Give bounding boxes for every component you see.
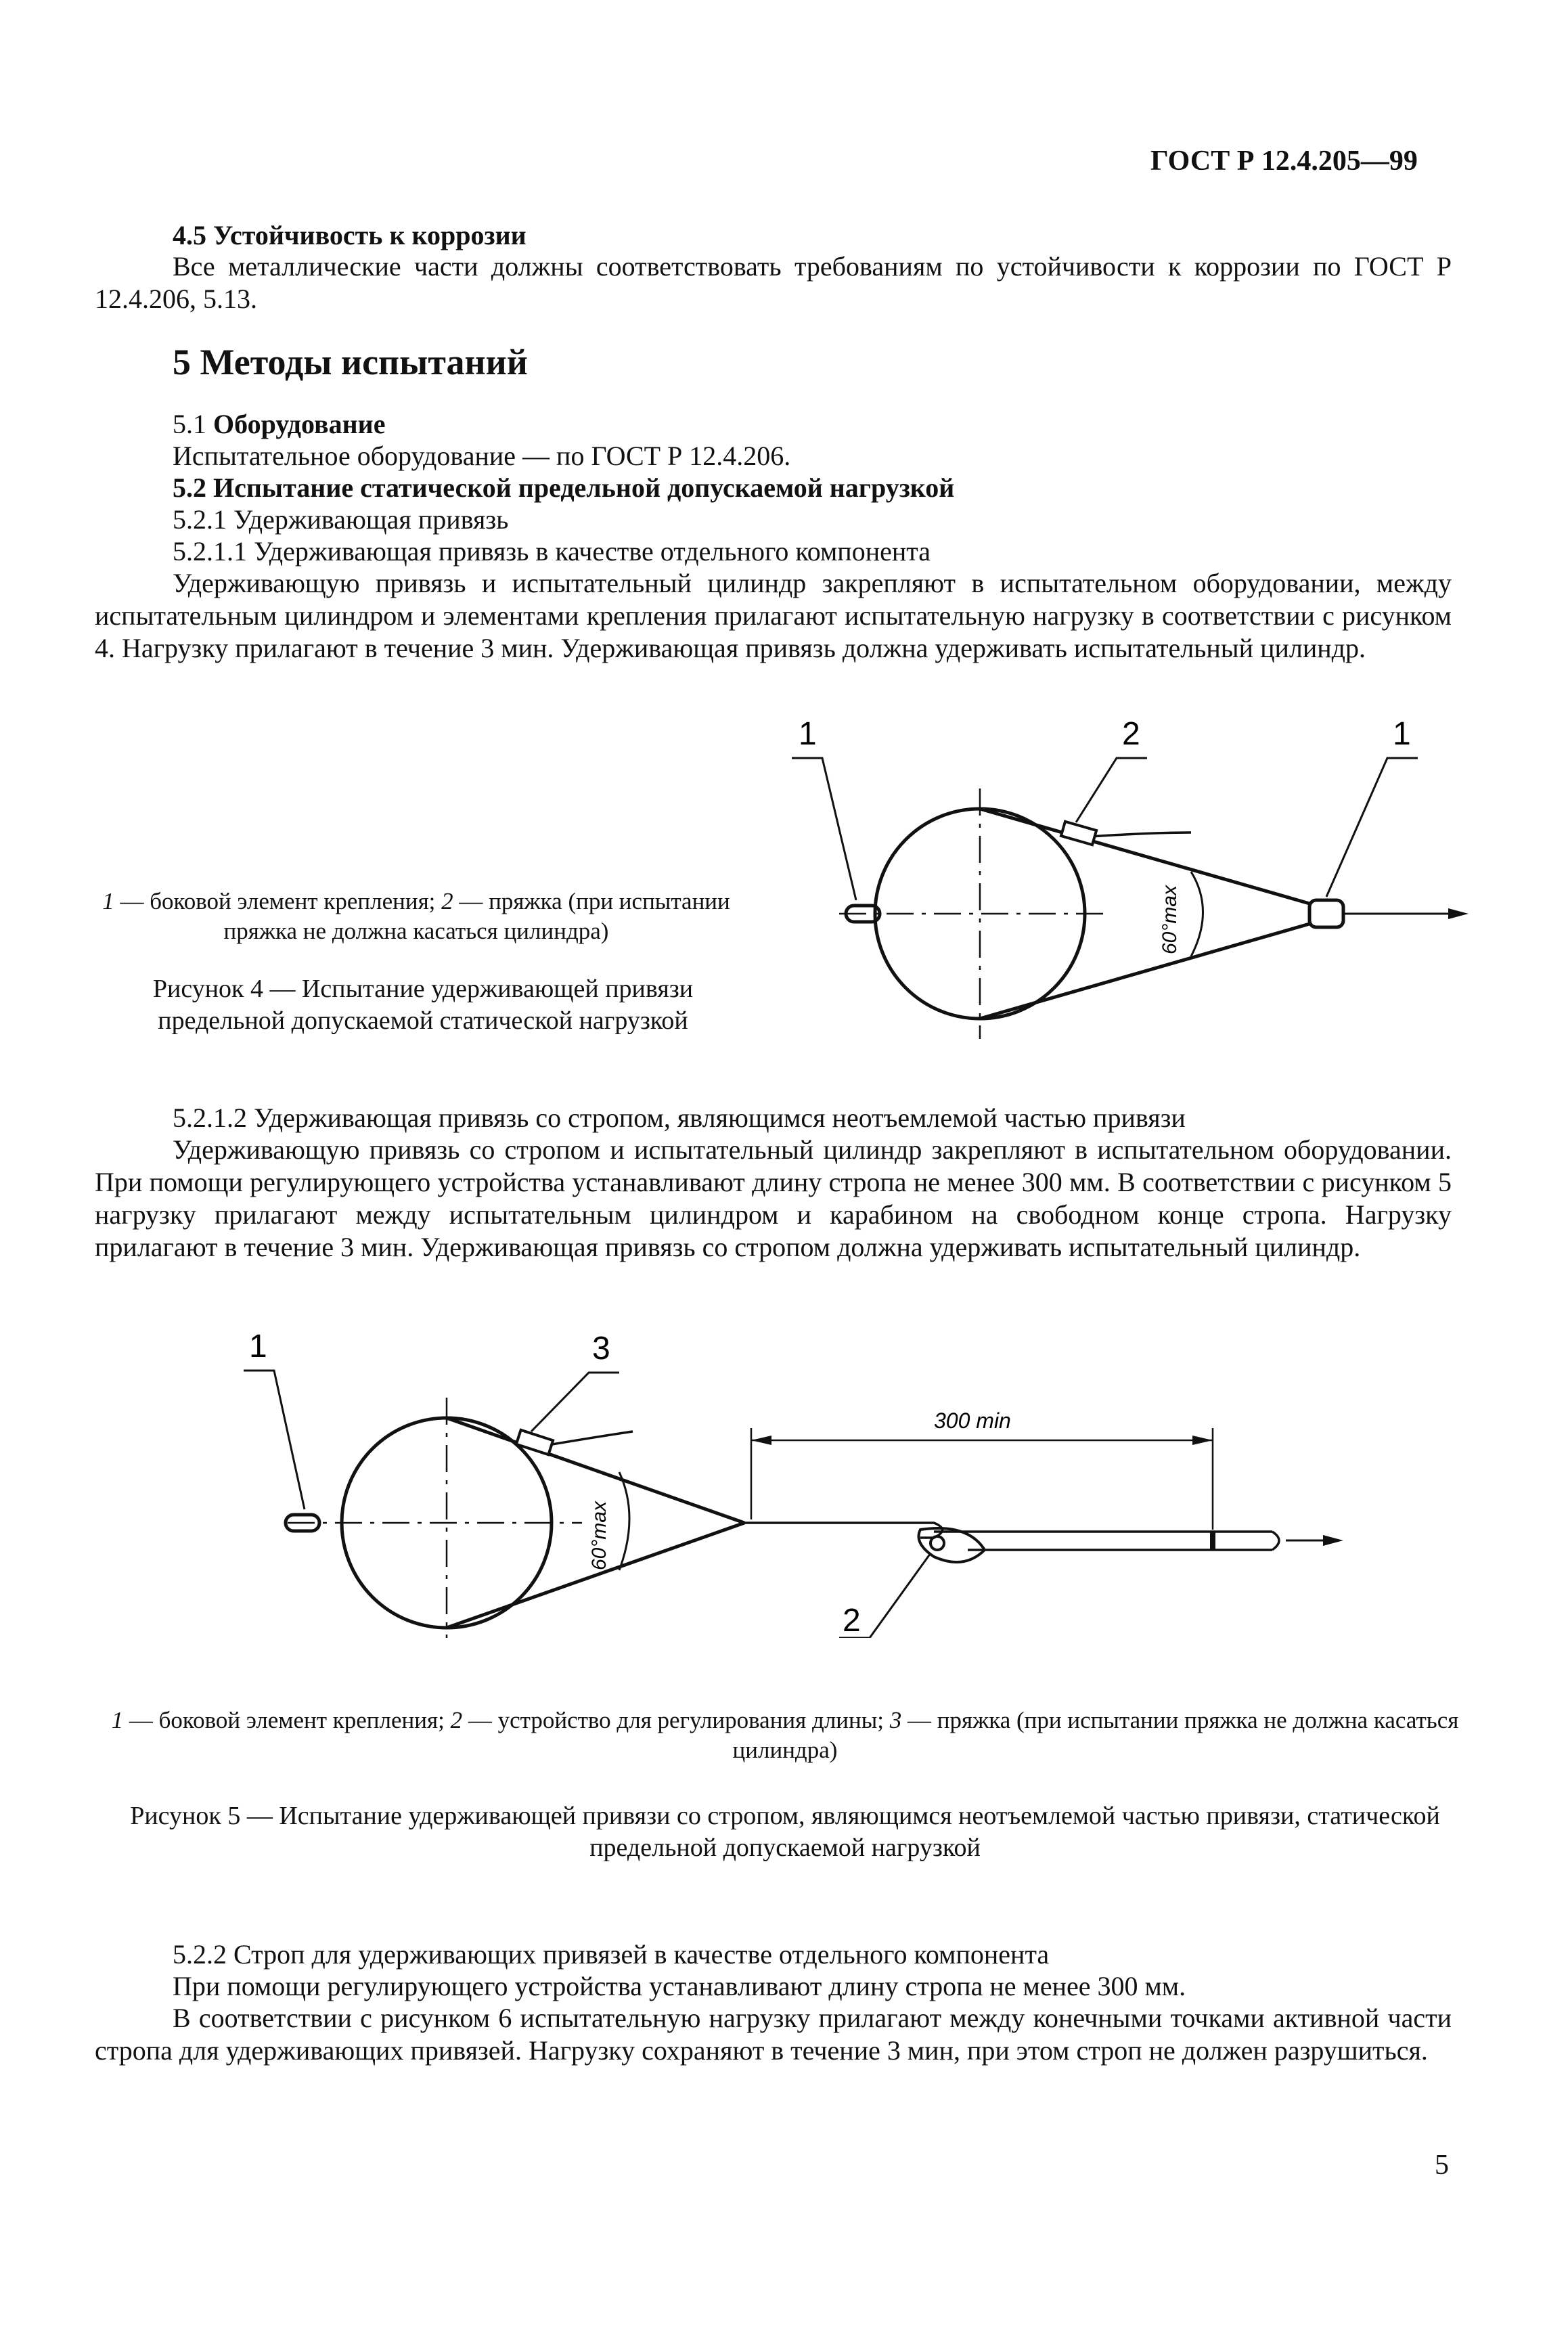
section-5-1-title bbox=[173, 408, 385, 441]
section-5-2-2-text-2: В соответствии с рисунком 6 испытательную нагрузку прилагают между конечными точками активной части стропа для удерживающих привязей. Нагрузку сохраняют в течение 3 мин, при этом строп не должен разрушиться. bbox=[95, 2003, 1452, 2066]
figure-4-caption: Рисунок 4 — Испытание удерживающей привязи предельной допускаемой статической нагрузкой bbox=[152, 975, 694, 1035]
strap-lower bbox=[980, 924, 1309, 1019]
strap-upper bbox=[980, 809, 1309, 904]
adjuster-ring bbox=[931, 1536, 944, 1550]
page-number: 5 bbox=[1435, 2150, 1449, 2181]
section-5-2-1-1-text: Удерживающую привязь и испытательный цилиндр закрепляют в испытательном оборудовании, между испытательным цилиндром и элементами крепления прилагают испытательную нагрузку в соответствии с рисунком 4. Нагрузку прилагают в течение 3 мин. Удерживающая привязь должна удерживать испытательный цилиндр. bbox=[95, 568, 1452, 663]
document-header: ГОСТ Р 12.4.205—99 bbox=[1150, 146, 1418, 177]
leader-buckle-3 bbox=[531, 1373, 619, 1431]
figure-5-legend-3-text: — пряжка (при испытании пряжка не должна касаться цилиндра) bbox=[732, 1707, 1459, 1763]
figure-5-angle: 60°max bbox=[588, 1501, 610, 1570]
figure-5-label-left: 1 bbox=[249, 1329, 267, 1364]
figure-5-legend-1-num: 1 bbox=[111, 1707, 124, 1733]
section-5-1-num: 5.1 bbox=[173, 409, 206, 439]
load-arrowhead bbox=[1448, 908, 1469, 919]
figure-5-dimension: 300 min bbox=[934, 1408, 1011, 1433]
figure-4-legend bbox=[81, 887, 751, 946]
section-4-5-text: Все металлические части должны соответствовать требованиям по устойчивости к коррозии по ГОСТ Р 12.4.206, 5.13. bbox=[95, 251, 1452, 314]
figure-4-legend-1-text: — боковой элемент крепления; bbox=[114, 888, 442, 914]
figure-4-angle: 60°max bbox=[1159, 885, 1181, 954]
figure-4-label-buckle: 2 bbox=[1122, 716, 1140, 752]
section-5-title: 5 Методы испытаний bbox=[173, 342, 528, 382]
figure-4-legend-1-num: 1 bbox=[102, 888, 114, 914]
figure-4-legend-2-num: 2 bbox=[441, 888, 453, 914]
leader-left-1 bbox=[244, 1371, 305, 1509]
angle-arc bbox=[619, 1472, 629, 1570]
buckle bbox=[1061, 822, 1096, 845]
section-5-1-heading: Оборудование bbox=[213, 409, 386, 439]
dimension-arrow-left bbox=[751, 1436, 771, 1445]
figure-5-caption: Рисунок 5 — Испытание удерживающей привязи со стропом, являющимся неотъемлемой частью привязи, статической предельной допускаемой нагрузкой bbox=[130, 1802, 1440, 1862]
figure-5-legend-2-text: — устройство для регулирования длины; bbox=[462, 1707, 890, 1733]
figure-5-legend bbox=[95, 1706, 1475, 1765]
figure-5-legend-2-num: 2 bbox=[450, 1707, 463, 1733]
figure-4-legend-2-text: — пряжка (при испытании пряжка не должна касаться цилиндра) bbox=[223, 888, 730, 944]
section-5-2-1-2-text: Удерживающую привязь со стропом и испытательный цилиндр закрепляют в испытательном оборудовании. При помощи регулирующего устройства устанавливают длину стропа не менее 300 мм. В соответствии с рисунком 5 нагрузку прилагают между испытательным цилиндром и карабином на свободном конце стропа. Нагрузку прилагают в течение 3 мин. Удерживающая привязь со стропом должна удерживать испытательный цилиндр. bbox=[95, 1134, 1452, 1262]
section-5-1-text: Испытательное оборудование — по ГОСТ Р 12.4.206. bbox=[173, 441, 791, 471]
leader-buckle-2 bbox=[1076, 758, 1147, 822]
lanyard bbox=[744, 1523, 943, 1538]
section-5-2-2-title: 5.2.2 Строп для удерживающих привязей в качестве отдельного компонента bbox=[173, 1939, 1050, 1970]
figure-4-label-right: 1 bbox=[1393, 716, 1411, 752]
section-5-2-2-text-1: При помощи регулирующего устройства устанавливают длину стропа не менее 300 мм. bbox=[173, 1971, 1186, 2001]
angle-arc bbox=[1191, 872, 1203, 956]
figure-5-drawing bbox=[230, 1320, 1353, 1638]
section-5-2-title: 5.2 Испытание статической предельной допускаемой нагрузкой bbox=[173, 472, 955, 503]
figure-5-label-buckle: 3 bbox=[592, 1331, 610, 1367]
lanyard-end bbox=[1272, 1532, 1279, 1550]
figure-4-drawing bbox=[771, 707, 1475, 1046]
figure-5-legend-3-num: 3 bbox=[889, 1707, 902, 1733]
section-5-2-1-1-title: 5.2.1.1 Удерживающая привязь в качестве отдельного компонента bbox=[173, 536, 931, 566]
figure-4-label-left: 1 bbox=[799, 716, 817, 752]
leader-right-1 bbox=[1326, 758, 1418, 897]
load-arrowhead bbox=[1323, 1535, 1343, 1546]
leader-left-1 bbox=[792, 758, 856, 900]
section-5-2-1-2-title: 5.2.1.2 Удерживающая привязь со стропом, являющимся неотъемлемой частью привязи bbox=[173, 1103, 1186, 1133]
figure-5-legend-1-text: — боковой элемент крепления; bbox=[123, 1707, 451, 1733]
section-5-2-1-title: 5.2.1 Удерживающая привязь bbox=[173, 504, 509, 535]
figure-5-label-adjuster: 2 bbox=[843, 1603, 861, 1638]
section-4-5-title: 4.5 Устойчивость к коррозии bbox=[173, 220, 527, 250]
right-connector bbox=[1309, 900, 1343, 927]
strap-tail bbox=[548, 1431, 633, 1445]
dimension-arrow-right bbox=[1192, 1436, 1213, 1445]
